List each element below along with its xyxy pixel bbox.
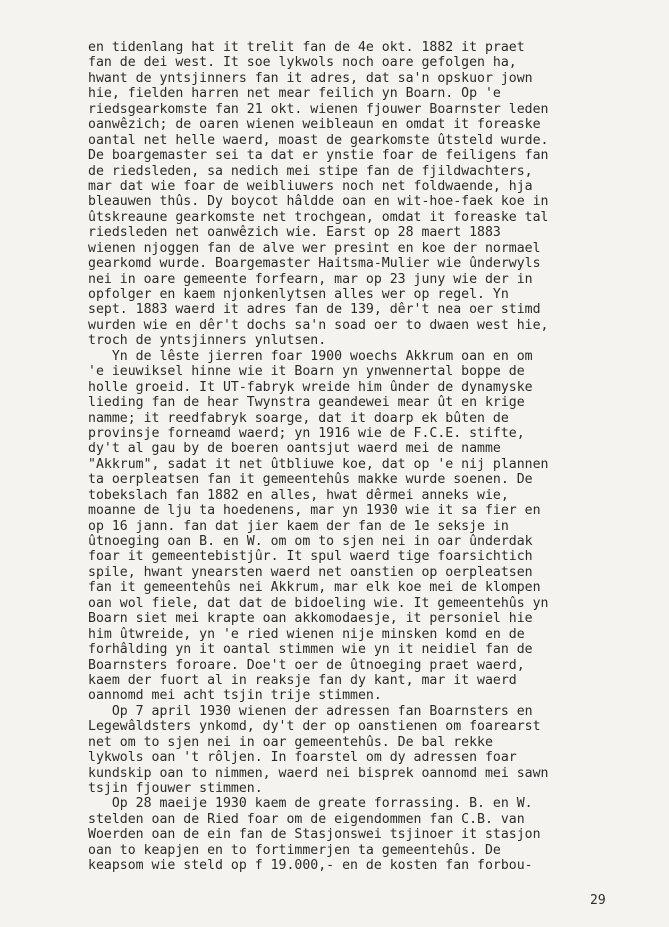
- text-line: forhâlding yn it oantal stimmen wie yn it neidiel fan de: [88, 642, 533, 658]
- text-line: "Akkrum", sadat it net ûtbliuwe koe, dat op 'e nij plannen: [88, 456, 549, 472]
- text-line: sept. 1883 waerd it adres fan de 139, dêr't nea oer stimd: [88, 302, 541, 318]
- text-line: gearkomd wurde. Boargemaster Haitsma-Mulier wie ûnderwyls: [88, 256, 541, 272]
- text-line: Legewâldsters ynkomd, dy't der op oanstienen om foarearst: [88, 719, 541, 735]
- text-line: holle groeid. It UT-fabryk wreide him ûnder de dynamyske: [88, 379, 533, 395]
- text-line: Woerden oan de ein fan de Stasjonswei tsjinoer it stasjon: [88, 827, 541, 843]
- text-line: tsjin fjouwer stimmen.: [88, 781, 263, 796]
- text-line: him ûtwreide, yn 'e ried wienen nije minsken komd en de: [88, 626, 525, 642]
- page-number: 29: [590, 893, 606, 908]
- text-line: namme; it reedfabryk soarge, dat it doarp ek bûten de: [88, 410, 509, 426]
- text-line: moanne de lju ta hoedenens, mar yn 1930 wie it sa fier en: [88, 503, 541, 519]
- text-line: Op 7 april 1930 wienen der adressen fan Boarnsters en: [88, 703, 533, 719]
- text-line: spile, hwant ynearsten waerd net oanstien op oerpleatsen: [88, 564, 533, 580]
- text-line: tobekslach fan 1882 en alles, hwat dêrmei anneks wie,: [88, 487, 509, 503]
- text-line: lieding fan de hear Twynstra geandewei mear ût en krige: [88, 395, 525, 411]
- text-line: opfolger en kaem njonkenlytsen alles wer op regel. Yn: [88, 287, 509, 302]
- text-line: en tidenlang hat it trelit fan de 4e okt. 1882 it praet: [88, 40, 525, 55]
- text-line: Op 28 maeije 1930 kaem de greate forrassing. B. en W.: [88, 796, 533, 812]
- text-line: fan it gemeentehûs nei Akkrum, mar elk koe mei de klompen: [88, 580, 541, 596]
- text-line: foar it gemeentebistjûr. It spul waerd tige foarsichtich: [88, 549, 533, 565]
- text-line: net om to sjen nei in oar gemeentehûs. De bal rekke: [88, 734, 493, 750]
- text-line: riedsleden net oanwêzich wie. Earst op 28 maert 1883: [88, 225, 501, 241]
- text-line: keapsom wie steld op f 19.000,- en de kosten fan forbou-: [88, 858, 533, 874]
- text-line: stelden oan de Ried foar om de eigendommen fan C.B. van: [88, 811, 525, 827]
- text-line: De boargemaster sei ta dat er ynstie foar de feiligens fan: [88, 148, 549, 164]
- text-line: lykwols oan 't rôljen. In foarstel om dy adressen foar: [88, 750, 517, 766]
- body-text: [88, 40, 616, 874]
- text-line: mar dat wie foar de weibliuwers noch net foldwaende, hja: [88, 178, 533, 194]
- text-line: ûtnoeging oan B. en W. om om to sjen nei in oar ûnderdak: [88, 534, 533, 549]
- text-line: Yn de lêste jierren foar 1900 woechs Akkrum oan en om: [88, 348, 533, 364]
- text-line: 'e ieuwiksel hinne wie it Boarn yn ynwennertal boppe de: [88, 364, 525, 380]
- text-line: oan wol fiele, dat dat de bidoeling wie. It gemeentehûs yn: [88, 595, 549, 611]
- text-line: Boarn siet mei krapte oan akkomodaesje, it personiel hie: [88, 611, 533, 627]
- text-line: oannomd mei acht tsjin trije stimmen.: [88, 688, 382, 704]
- text-line: Boarnsters foroare. Doe't oer de ûtnoeging praet waerd,: [88, 657, 525, 673]
- text-line: provinsje forneamd waerd; yn 1916 wie de F.C.E. stifte,: [88, 425, 525, 441]
- text-line: oan to keapjen en to fortimmerjen ta gemeentehûs. De: [88, 842, 501, 858]
- text-line: wienen njoggen fan de alve wer presint en koe der normael: [88, 240, 541, 256]
- text-line: wurden wie en dêr't dochs sa'n soad oer to dwaen west hie,: [88, 317, 549, 333]
- text-line: nei in oare gemeente forfearn, mar op 23 juny wie der in: [88, 271, 533, 287]
- text-line: op 16 jann. fan dat jier kaem der fan de 1e seksje in: [88, 518, 509, 534]
- text-line: ûtskreaune gearkomste net trochgean, omdat it foreaske tal: [88, 209, 549, 225]
- text-line: riedsgearkomste fan 21 okt. wienen fjouwer Boarnster leden: [88, 101, 549, 117]
- text-line: kaem der fuort al in reaksje fan dy kant, mar it waerd: [88, 672, 517, 688]
- text-line: kundskip oan to nimmen, waerd nei bisprek oannomd mei sawn: [88, 765, 549, 781]
- text-line: fan de dei west. It soe lykwols noch oare gefolgen ha,: [88, 55, 517, 71]
- text-line: de riedsleden, sa nedich mei stipe fan de fjildwachters,: [88, 163, 533, 179]
- text-line: ta oerpleatsen fan it gemeentehûs makke wurde soenen. De: [88, 472, 533, 488]
- text-line: oantal net helle waerd, moast de gearkomste ûtsteld wurde.: [88, 132, 549, 148]
- text-line: oanwêzich; de oaren wienen weibleaun en omdat it foreaske: [88, 117, 541, 133]
- text-line: dy't al gau by de boeren oantsjut waerd mei de namme: [88, 441, 501, 457]
- text-line: bleauwen thûs. Dy boycot hâldde oan en wit-hoe-faek koe in: [88, 194, 549, 210]
- text-line: hwant de yntsjinners fan it adres, dat sa'n opskuor jown: [88, 70, 533, 86]
- text-line: troch de yntsjinners ynlutsen.: [88, 333, 327, 349]
- text-line: hie, fielden harren net mear feilich yn Boarn. Op 'e: [88, 86, 501, 102]
